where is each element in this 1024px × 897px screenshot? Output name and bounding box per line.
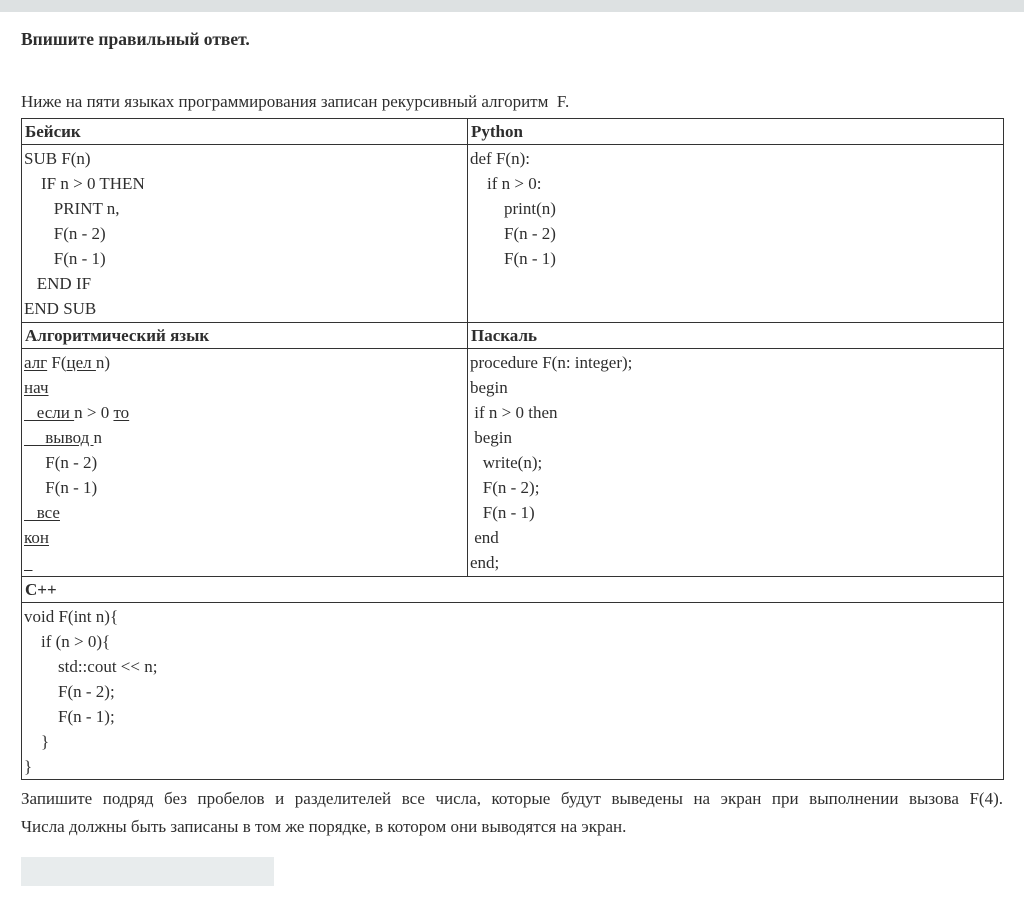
code-line: F(n - 2); bbox=[24, 682, 115, 701]
code-line: F(n - 2); bbox=[470, 478, 540, 497]
code-cell-algo bbox=[22, 349, 468, 577]
code-line: begin bbox=[470, 378, 508, 397]
task-text-line2: Числа должны быть записаны в том же порядке, в котором они выводятся на экран. bbox=[21, 817, 627, 836]
page-title: Впишите правильный ответ. bbox=[21, 29, 250, 49]
code-table bbox=[21, 118, 1004, 780]
code-line: F(n - 2) bbox=[24, 224, 106, 243]
code-line: F(n - 1) bbox=[24, 249, 106, 268]
code-line: def F(n): bbox=[470, 149, 530, 168]
code-line: write(n); bbox=[470, 453, 543, 472]
answer-input[interactable] bbox=[21, 857, 274, 886]
task-text-line1: Запишите подряд без пробелов и разделителей все числа, которые будут выведены на экран при выполнении вызова F(4). bbox=[21, 789, 1003, 808]
code-line: вывод n bbox=[24, 428, 103, 447]
table-row bbox=[22, 119, 1004, 145]
lang-header-pascal: Паскаль bbox=[468, 323, 1004, 349]
table-row bbox=[22, 323, 1004, 349]
code-cell-pascal bbox=[468, 349, 1004, 577]
code-line: если n > 0 то bbox=[24, 403, 130, 422]
code-cell-python bbox=[468, 145, 1004, 323]
table-row bbox=[22, 603, 1004, 780]
table-row bbox=[22, 145, 1004, 323]
code-cell-basic bbox=[22, 145, 468, 323]
code-line: end; bbox=[470, 553, 500, 572]
code-line: procedure F(n: integer); bbox=[470, 353, 633, 372]
code-line: } bbox=[24, 757, 33, 776]
code-line: F(n - 2) bbox=[24, 453, 98, 472]
code-line: print(n) bbox=[470, 199, 556, 218]
lang-header-cpp: C++ bbox=[22, 577, 1004, 603]
code-line: end bbox=[470, 528, 499, 547]
code-line: F(n - 1) bbox=[470, 249, 556, 268]
question-page bbox=[0, 29, 1024, 886]
code-line: PRINT n, bbox=[24, 199, 120, 218]
code-line: begin bbox=[470, 428, 513, 447]
table-row bbox=[22, 577, 1004, 603]
code-line: if n > 0: bbox=[470, 174, 542, 193]
code-line: if n > 0 then bbox=[470, 403, 558, 422]
code-line: F(n - 1); bbox=[24, 707, 115, 726]
code-line: std::cout << n; bbox=[24, 657, 158, 676]
code-line bbox=[24, 550, 467, 575]
code-line: if (n > 0){ bbox=[24, 632, 111, 651]
code-line: F(n - 1) bbox=[24, 478, 98, 497]
code-line: F(n - 1) bbox=[470, 503, 535, 522]
code-line: кон bbox=[24, 528, 49, 547]
code-line: END SUB bbox=[24, 299, 97, 318]
code-line: IF n > 0 THEN bbox=[24, 174, 145, 193]
code-line: void F(int n){ bbox=[24, 607, 119, 626]
code-line: F(n - 2) bbox=[470, 224, 556, 243]
code-line: SUB F(n) bbox=[24, 149, 91, 168]
lang-header-algo: Алгоритмический язык bbox=[22, 323, 468, 349]
code-line: END IF bbox=[24, 274, 92, 293]
table-row bbox=[22, 349, 1004, 577]
lang-header-python: Python bbox=[468, 119, 1004, 145]
code-line: все bbox=[24, 503, 60, 522]
code-cell-cpp bbox=[22, 603, 1004, 780]
code-line: нач bbox=[24, 378, 49, 397]
intro-text: Ниже на пяти языках программирования записан рекурсивный алгоритм F. bbox=[21, 92, 570, 111]
lang-header-basic: Бейсик bbox=[22, 119, 468, 145]
top-bar bbox=[0, 0, 1024, 12]
code-line: } bbox=[24, 732, 50, 751]
code-line: алг F(цел n) bbox=[24, 353, 111, 372]
